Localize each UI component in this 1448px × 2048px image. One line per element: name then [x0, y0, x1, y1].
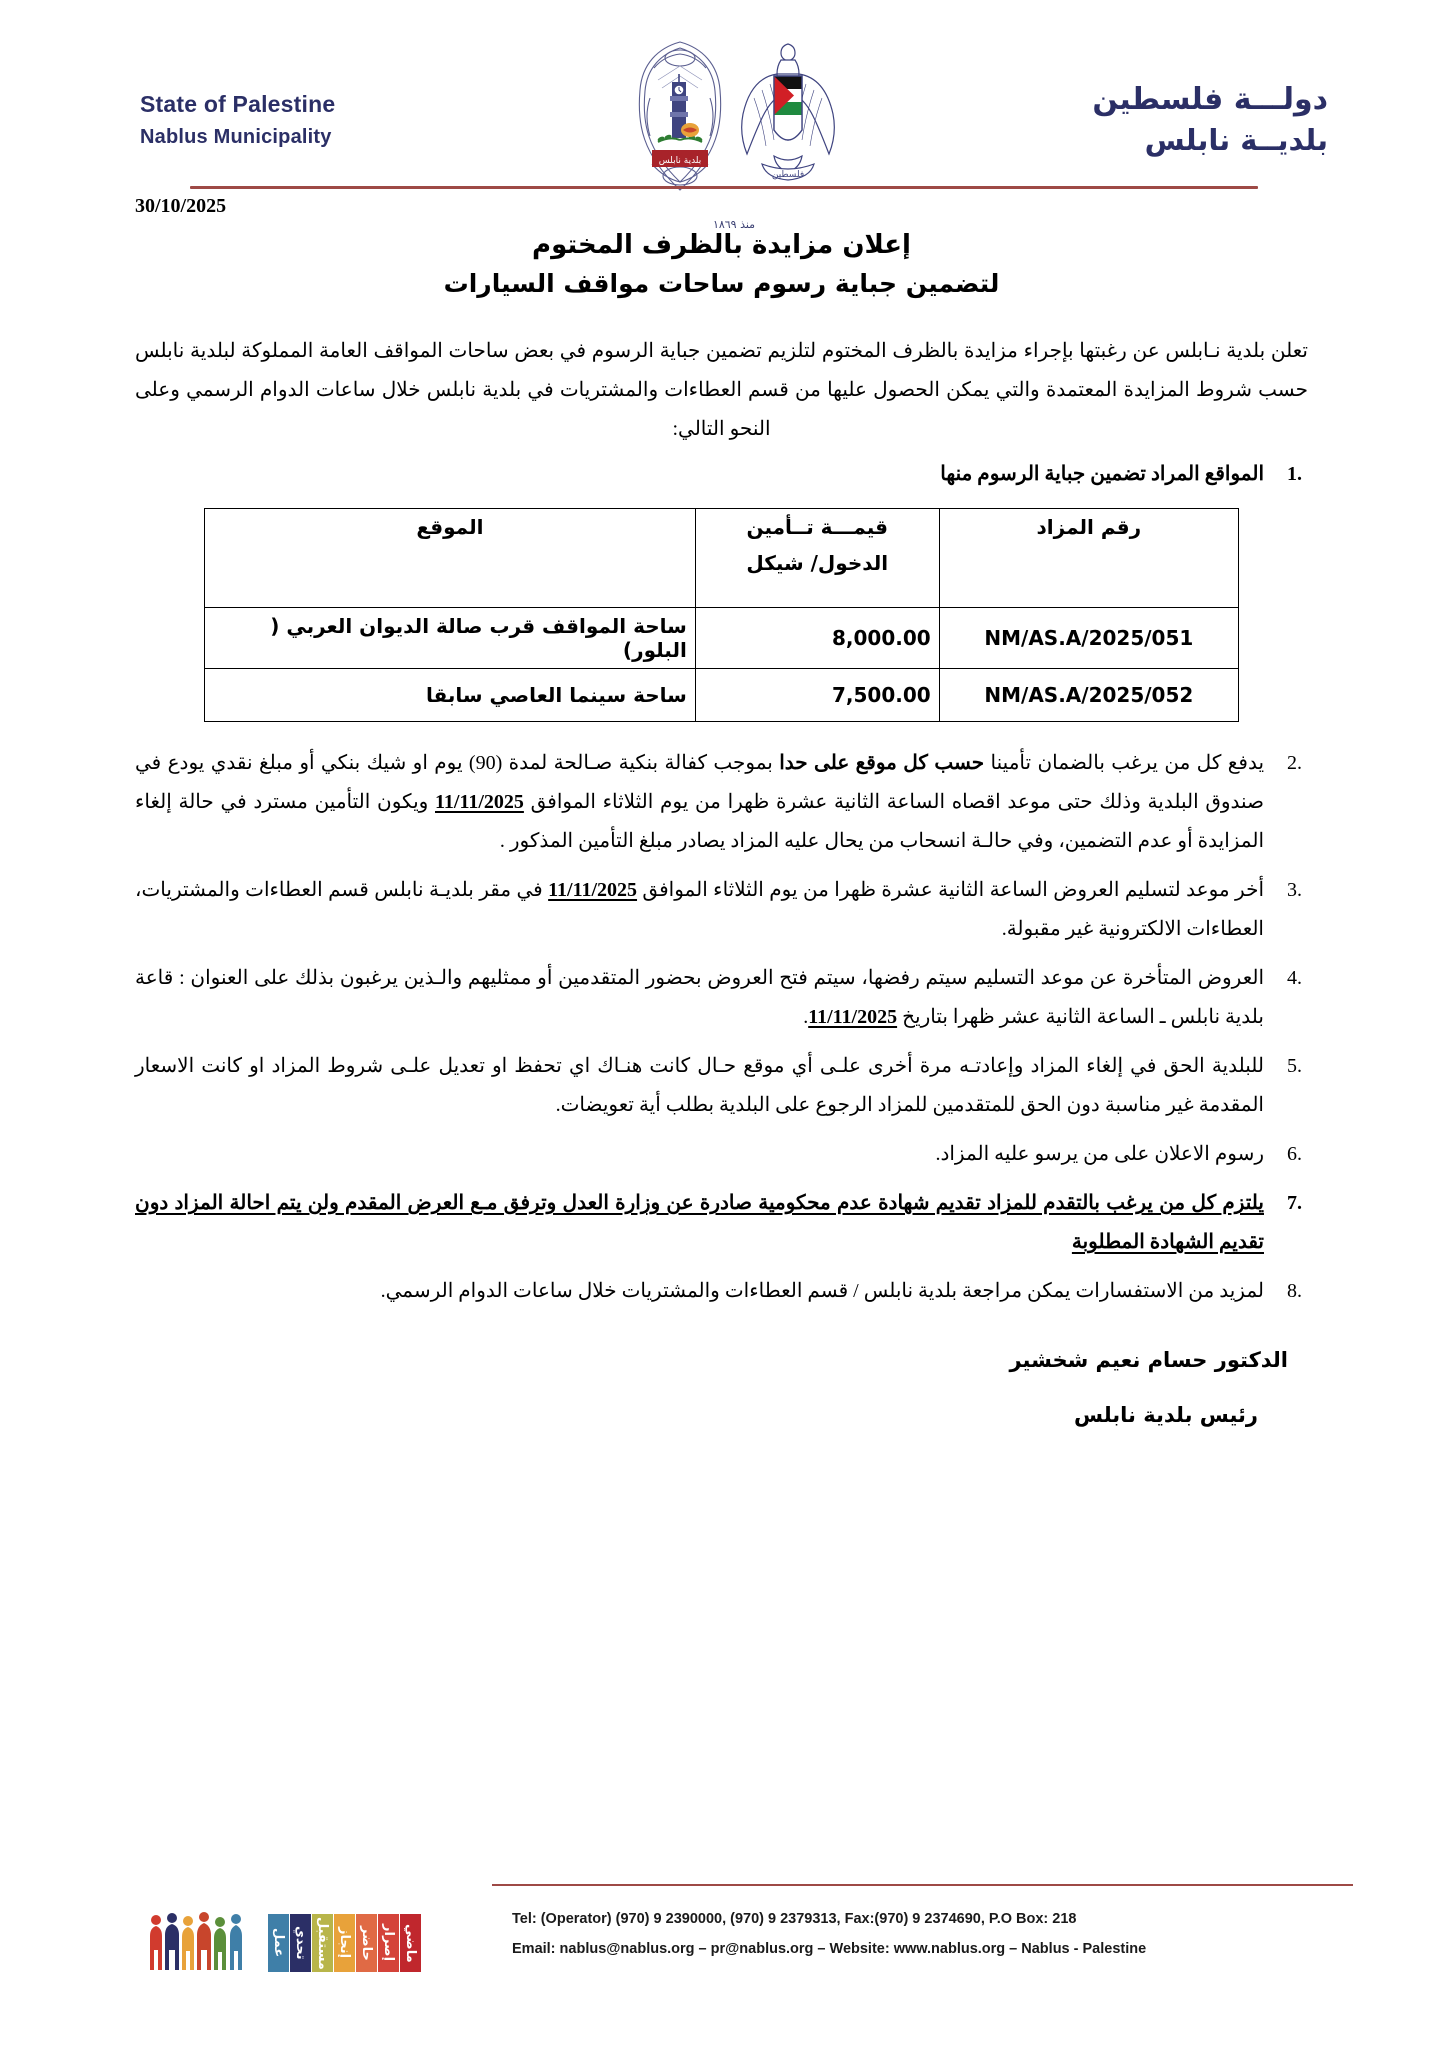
deadline-date: 11/11/2025	[435, 791, 524, 814]
title-line-2: لتضمين جباية رسوم ساحات مواقف السيارات	[443, 269, 1000, 299]
cell-entry-fee: 7,500.00	[695, 669, 939, 722]
slogan-words	[268, 1914, 421, 1972]
slogan-word: تحدي	[290, 1914, 311, 1972]
title-line-1: إعلان مزايدة بالظرف المختوم	[532, 230, 911, 260]
state-name-ar: دولـــة فلسطين	[1092, 82, 1328, 118]
people-figures-icon	[148, 1912, 266, 1972]
seal-since-label: منذ ١٨٦٩	[712, 217, 756, 231]
footer-divider	[492, 1884, 1353, 1886]
people-silhouettes-icon	[148, 1912, 266, 1972]
slogan-word: ماضي	[400, 1914, 421, 1972]
clause-text: المواقع المراد تضمين جباية الرسوم منها	[940, 463, 1264, 486]
document-body	[0, 225, 1448, 1442]
deadline-date: 11/11/2025	[808, 1006, 898, 1029]
clause-text: لمزيد من الاستفسارات يمكن مراجعة بلدية نابلس / قسم العطاءات والمشتريات خلال ساعات الدوام الرسمي.	[380, 1280, 1264, 1303]
clause-item-2	[135, 744, 1308, 861]
clause-text: يلتزم كل من يرغب بالتقدم للمزاد تقديم شهادة عدم محكومية صادرة عن وزارة العدل وترفق مـع العرض المقدم ولن يتم احالة المزاد دون تقديم الشهادة المطلوبة	[135, 1192, 1264, 1254]
signatory-role: رئيس بلدية نابلس	[1074, 1402, 1258, 1427]
footer-phone-line: Tel: (Operator) (970) 9 2390000, (970) 9 2379313, Fax:(970) 9 2374690, P.O Box: 218	[512, 1911, 1077, 1927]
footer-email-line: Email: nablus@nablus.org – pr@nablus.org – Website: www.nablus.org – Nablus - Palestine	[512, 1941, 1147, 1958]
clause-item-8	[135, 1272, 1308, 1311]
header-divider	[190, 186, 1258, 189]
slogan-word: إنجاز	[334, 1914, 355, 1972]
announcement-title	[135, 225, 1308, 304]
table-row	[205, 608, 1239, 669]
cell-location: ساحة سينما العاصي سابقا	[205, 669, 696, 722]
clause-emphasis: حسب كل موقع على حدا	[779, 752, 985, 775]
document-date: 30/10/2025	[135, 195, 227, 217]
table-row	[205, 669, 1239, 722]
clause-text: .	[803, 1006, 809, 1029]
lots-table	[204, 508, 1239, 722]
slogan-word: مستقبل	[312, 1914, 333, 1972]
slogan-word: عمل	[268, 1914, 289, 1972]
municipality-name-en: Nablus Municipality	[140, 126, 332, 149]
emblem-group	[619, 38, 849, 231]
signature-block	[135, 1333, 1308, 1442]
clause-item-7	[135, 1184, 1308, 1262]
header-location: الموقع	[205, 509, 696, 608]
lots-table-wrapper	[135, 508, 1308, 722]
slogan-word: إصرار	[378, 1914, 399, 1972]
clause-item-1	[135, 455, 1308, 494]
clause-text: يدفع كل من يرغب بالضمان تأمينا	[984, 752, 1265, 775]
clause-list	[135, 455, 1308, 1311]
cell-auction-number: NM/AS.A/2025/052	[939, 669, 1238, 722]
clause-text: رسوم الاعلان على من يرسو عليه المزاد.	[935, 1143, 1264, 1166]
footer-contact	[512, 1904, 1358, 1965]
clause-item-3	[135, 871, 1308, 949]
intro-paragraph: تعلن بلدية نـابلس عن رغبتها بإجراء مزايدة بالظرف المختوم لتلزيم تضمين جباية الرسوم في بعض ساحات المواقف العامة المملوكة لبلدية نابلس حسب شروط المزايدة المعتمدة والتي يمكن الحصول عليها من قسم العطاءات والمشتريات في بلدية نابلس خلال ساعات الدوام الرسمي وعلى النحو التالي:	[135, 340, 1308, 441]
clause-text: للبلدية الحق في إلغاء المزاد وإعادتـه مرة أخرى علـى أي موقع حـال كانت هنـاك اي تحفظ او تعديل علـى شروط المزاد او كانت الاسعار المقدمة غير مناسبة دون الحق للمتقدمين للمزاد الرجوع على البلدية بطلب أية تعويضات.	[135, 1055, 1264, 1117]
state-name-en: State of Palestine	[140, 90, 336, 117]
clause-item-6	[135, 1135, 1308, 1174]
header-entry-fee-line1: قيمـــة تــأمين	[746, 515, 888, 540]
letterhead-english	[140, 87, 470, 154]
nablus-municipality-seal-icon	[628, 38, 732, 198]
header-entry-fee	[695, 509, 939, 608]
clause-text: في مقر بلديـة نابلس قسم العطاءات والمشتريات، العطاءات الالكترونية غير مقبولة.	[135, 879, 1264, 941]
cell-location: ساحة المواقف قرب صالة الديوان العربي ( البلور)	[205, 608, 696, 669]
clause-text: أخر موعد لتسليم العروض الساعة الثانية عشرة ظهرا من يوم الثلاثاء الموافق	[637, 879, 1264, 902]
municipality-name-ar: بلديــة نابلس	[1144, 122, 1328, 157]
clause-item-4	[135, 959, 1308, 1037]
clause-text: ويكون التأمين مسترد في حالة إلغاء المزايدة أو عدم التضمين، وفي حالـة انسحاب من يحال عليه المزاد يصادر مبلغ التأمين المذكور .	[135, 791, 1264, 853]
svg-text:فلسطين: فلسطين	[771, 169, 805, 180]
clause-text: العروض المتأخرة عن موعد التسليم سيتم رفضها، سيتم فتح العروض بحضور المتقدمين أو ممثليهم والـذين يرغبون بذلك على العنوان : قاعة بلدية نابلس ـ الساعة الثانية عشر ظهرا بتاريخ	[135, 967, 1265, 1029]
nablus-community-people-logo	[148, 1900, 478, 1972]
cell-auction-number: NM/AS.A/2025/051	[939, 608, 1238, 669]
table-header-row	[205, 509, 1239, 608]
svg-text:بلدية نابلس: بلدية نابلس	[658, 155, 702, 166]
signatory-name: الدكتور حسام نعيم شخشير	[1009, 1348, 1288, 1373]
letterhead-arabic	[998, 80, 1328, 160]
deadline-date: 11/11/2025	[548, 879, 638, 902]
header-entry-fee-line2: الدخول/ شيكل	[746, 551, 889, 576]
palestine-eagle-emblem-icon	[736, 38, 840, 198]
header-auction-number: رقم المزاد	[939, 509, 1238, 608]
slogan-word: حاضر	[356, 1914, 377, 1972]
cell-entry-fee: 8,000.00	[695, 608, 939, 669]
page-footer	[0, 1880, 1448, 2010]
clause-item-5	[135, 1047, 1308, 1125]
clause-text: بموجب كفالة بنكية صـالحة لمدة (90) يوم او شيك بنكي أو مبلغ نقدي يودع في صندوق البلدية وذلك حتى موعد اقصاه الساعة الثانية عشرة ظهرا من يوم الثلاثاء الموافق	[135, 752, 1265, 814]
